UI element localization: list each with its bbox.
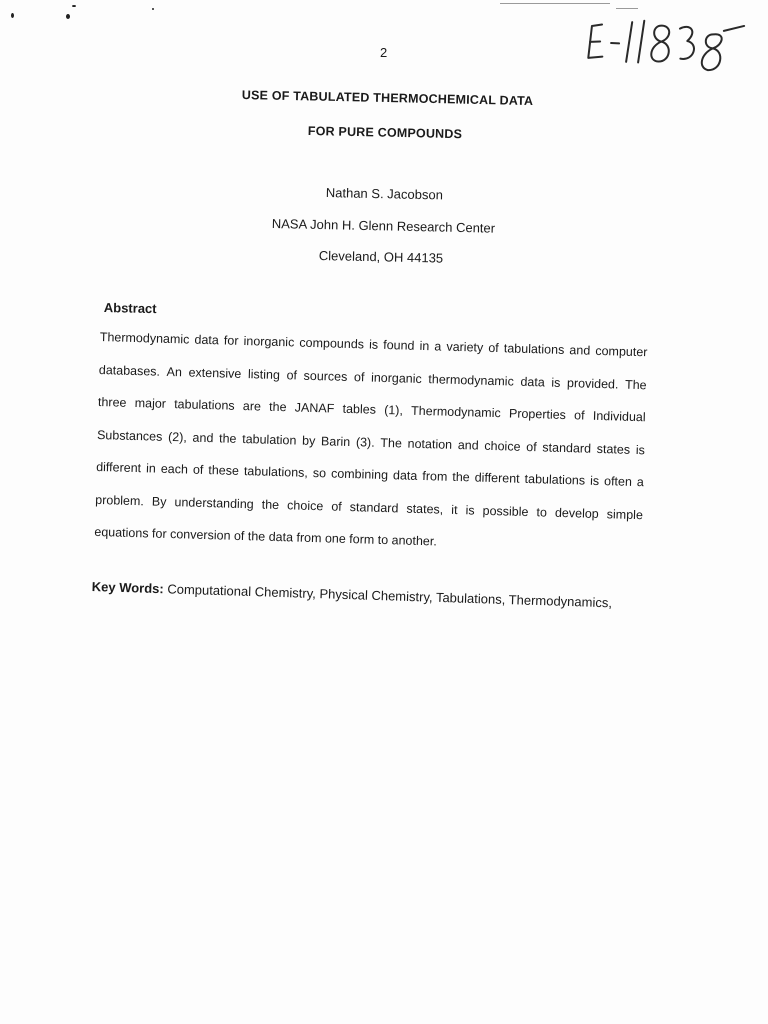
abstract-word: (1), [383, 402, 404, 418]
scan-line [500, 3, 610, 4]
abstract-word: to [536, 504, 548, 520]
abstract-heading: Abstract [103, 300, 157, 317]
abstract-word: develop [554, 505, 599, 521]
abstract-word: listing [247, 366, 281, 382]
abstract-word: the [268, 399, 287, 415]
abstract-word: Individual [592, 408, 646, 425]
abstract-word: so [312, 466, 327, 481]
abstract-word: of [353, 369, 365, 384]
abstract-word: of [286, 367, 298, 383]
abstract-word: Substances [96, 427, 163, 444]
abstract-word: Thermodynamic [410, 403, 501, 421]
abstract-word: data [392, 468, 418, 483]
abstract-word: data [194, 332, 220, 348]
keywords-line [92, 579, 613, 610]
abstract-body [94, 330, 648, 573]
abstract-word: tabulations [524, 471, 586, 488]
abstract-word: states, [406, 501, 444, 517]
abstract-word: by [301, 433, 316, 448]
abstract-word: inorganic [243, 334, 295, 350]
keywords-text: Computational Chemistry, Physical Chemistry, Tabulations, Thermodynamics, [167, 581, 613, 611]
abstract-word: is [551, 375, 561, 390]
abstract-word: databases. [98, 362, 161, 379]
abstract-word: in [145, 461, 157, 476]
paper-title-line-2: FOR PURE COMPOUNDS [307, 124, 463, 142]
abstract-word: understanding [174, 494, 254, 511]
abstract-word: Barin [320, 433, 351, 449]
abstract-word: often [603, 474, 633, 489]
abstract-word: of [488, 340, 499, 356]
abstract-word: standard [349, 499, 399, 515]
abstract-word: different [474, 470, 520, 486]
abstract-word: Thermodynamic [99, 330, 190, 347]
abstract-word: inorganic [370, 370, 422, 386]
author-affiliation: NASA John H. Glenn Research Center [271, 216, 496, 236]
paper-title-line-1: USE OF TABULATED THERMOCHEMICAL DATA [241, 88, 534, 109]
abstract-word: states [596, 441, 631, 457]
abstract-word: thermodynamic [428, 371, 515, 389]
abstract-word: equations for conversion of the data from one form to another. [94, 524, 437, 549]
abstract-word: tabulations, [243, 464, 309, 480]
keywords-label: Key Words: [91, 579, 164, 597]
abstract-word: are [242, 399, 262, 414]
abstract-word: each [160, 461, 189, 477]
abstract-word: By [151, 494, 167, 509]
abstract-word: three [97, 394, 127, 410]
abstract-word: choice [286, 497, 324, 513]
abstract-word: for [223, 333, 239, 348]
abstract-word: is [635, 442, 646, 457]
abstract-word: computer [595, 343, 648, 360]
abstract-word: data [520, 374, 545, 389]
abstract-word: notation [407, 436, 453, 452]
scan-line [616, 8, 638, 9]
abstract-word: of [331, 499, 342, 514]
abstract-word: choice [484, 438, 521, 454]
abstract-word: tables [342, 401, 377, 417]
abstract-word: tabulation [242, 431, 297, 448]
abstract-word: extensive [188, 364, 242, 381]
scan-speck [11, 13, 14, 18]
abstract-word: The [380, 435, 403, 450]
handwritten-document-number [582, 14, 755, 79]
abstract-word: provided. [566, 375, 619, 391]
abstract-word: combining [330, 466, 389, 483]
abstract-word: of [192, 462, 204, 477]
abstract-word: tabulations [503, 341, 565, 357]
abstract-word: is [589, 473, 600, 488]
abstract-word: in [419, 338, 430, 354]
abstract-word: major [134, 396, 167, 411]
author-location: Cleveland, OH 44135 [318, 248, 444, 266]
abstract-word: is [368, 337, 379, 352]
scan-speck [152, 8, 154, 10]
abstract-word: of [526, 439, 537, 454]
abstract-word: and [457, 437, 479, 453]
abstract-word: the [452, 469, 470, 485]
handwritten-number-drawing [582, 14, 755, 79]
abstract-word: from [422, 469, 448, 484]
abstract-word: is [465, 502, 475, 518]
abstract-word: different [95, 459, 142, 476]
abstract-word: and [569, 343, 591, 358]
abstract-word: problem. [95, 492, 145, 508]
abstract-word: sources [303, 368, 348, 384]
abstract-word: The [624, 377, 647, 392]
abstract-word: compounds [299, 335, 365, 352]
abstract-word: (3). [355, 434, 375, 450]
abstract-word: a [434, 339, 442, 354]
abstract-word: a [636, 475, 645, 490]
page-number: 2 [380, 45, 388, 60]
abstract-word: simple [606, 506, 644, 522]
abstract-word: Properties [508, 406, 567, 423]
abstract-word: of [573, 408, 585, 423]
abstract-word: possible [482, 503, 529, 519]
abstract-word: these [208, 463, 240, 478]
abstract-word: JANAF [294, 400, 335, 416]
abstract-word: found [383, 337, 415, 353]
author-name: Nathan S. Jacobson [325, 185, 444, 203]
abstract-word: tabulations [173, 397, 235, 413]
abstract-word: the [261, 497, 280, 512]
scan-speck [72, 5, 76, 7]
abstract-word: and [192, 430, 214, 445]
abstract-word: standard [542, 439, 592, 456]
abstract-word: (2), [167, 429, 188, 444]
abstract-word: the [218, 430, 237, 446]
abstract-word: An [166, 364, 183, 379]
scan-speck [66, 14, 70, 19]
abstract-word: variety [446, 339, 484, 355]
abstract-word: it [451, 502, 458, 517]
